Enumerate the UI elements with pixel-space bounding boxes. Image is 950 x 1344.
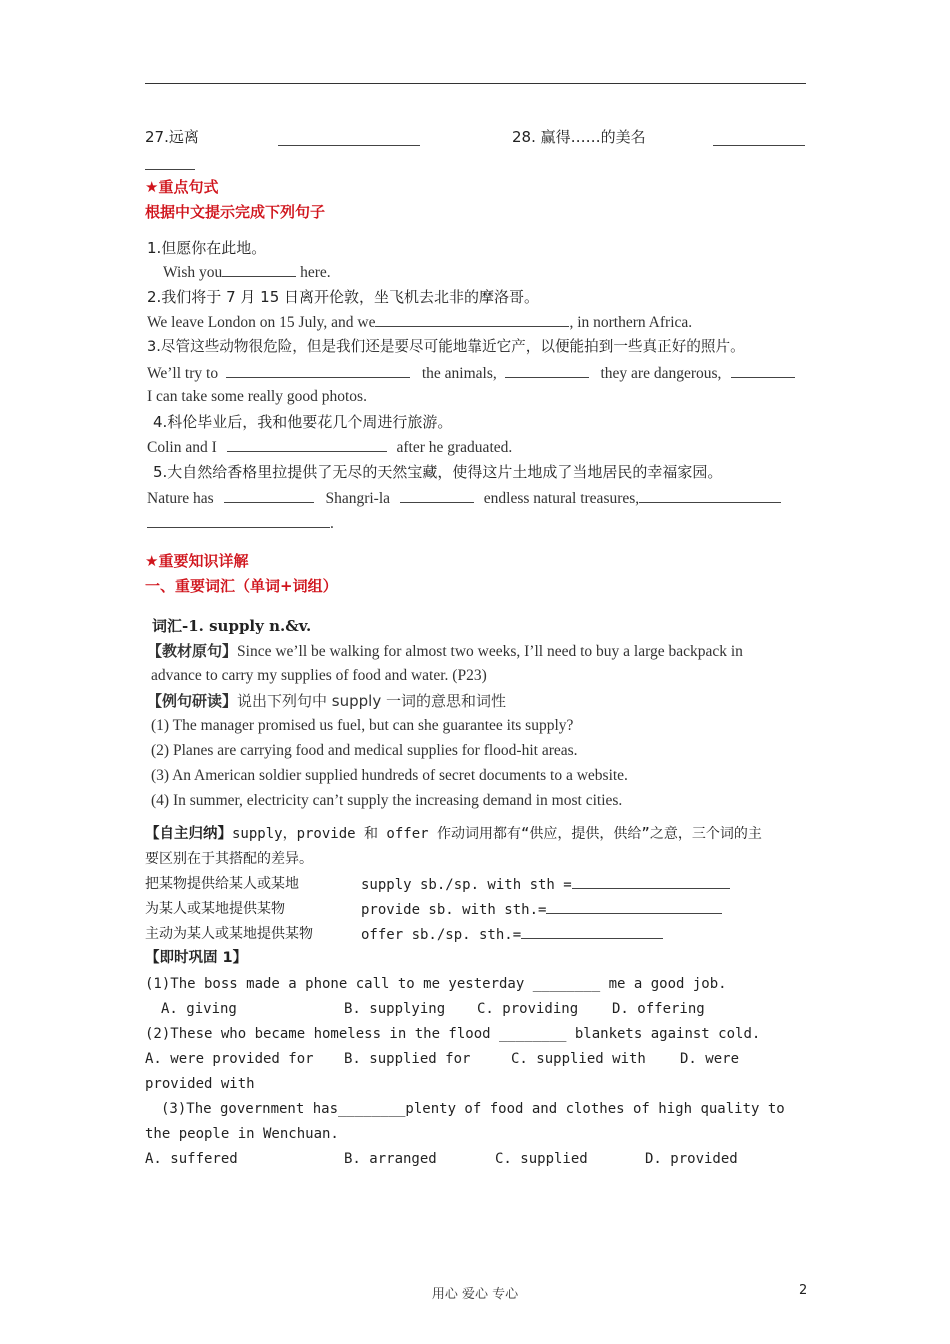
blank-28-cont[interactable] — [145, 155, 195, 170]
header-rule — [145, 83, 806, 84]
sentence-5-cn: 5.大自然给香格里拉提供了无尽的天然宝藏，使得这片土地成了当地居民的幸福家园。 — [153, 463, 723, 481]
section-instruction: 根据中文提示完成下列句子 — [145, 203, 326, 221]
blank-27[interactable] — [278, 131, 420, 146]
blank-s5-d[interactable] — [147, 513, 330, 528]
example-4: (4) In summer, electricity can’t supply the increasing demand in most cities. — [151, 792, 623, 809]
sentence-2-en: We leave London on 15 July, and we , in northern Africa. — [147, 314, 693, 331]
q2-option-a[interactable]: A. were provided for — [145, 1051, 314, 1067]
q3-option-a[interactable]: A. suffered — [145, 1151, 238, 1167]
section-heading-knowledge: ★重要知识详解 — [145, 552, 249, 570]
summary-row-3-cn: 主动为某人或某地提供某物 — [145, 926, 313, 942]
q2-option-d-cont[interactable]: provided with — [145, 1076, 255, 1092]
blank-s3-a[interactable] — [226, 363, 410, 378]
q3-option-c[interactable]: C. supplied — [495, 1151, 588, 1167]
sentence-1-en: Wish you here. — [163, 264, 331, 281]
q2-option-b[interactable]: B. supplied for — [344, 1051, 471, 1067]
sentence-3-en: We’ll try to the animals, they are dangerous, — [147, 363, 795, 384]
blank-summary-2[interactable] — [546, 899, 722, 914]
summary-row-1-cn: 把某物提供给某人或某地 — [145, 876, 299, 892]
textbook-sentence: 【教材原句】Since we’ll be walking for almost two weeks, I’ll need to buy a large backpack in — [147, 642, 743, 660]
summary-row-3-en: offer sb./sp. sth.= — [361, 924, 663, 945]
blank-s3-b[interactable] — [505, 363, 589, 378]
q2-option-c[interactable]: C. supplied with — [511, 1051, 646, 1067]
question-1: (1)The boss made a phone call to me yesterday ________ me a good job. — [145, 976, 727, 992]
page-number: 2 — [799, 1283, 808, 1298]
example-2: (2) Planes are carrying food and medical supplies for flood-hit areas. — [151, 742, 578, 759]
blank-s5-a[interactable] — [224, 488, 314, 503]
question-3-cont: the people in Wenchuan. — [145, 1126, 339, 1142]
blank-s5-b[interactable] — [400, 488, 474, 503]
question-3: (3)The government has________plenty of food and clothes of high quality to — [161, 1101, 785, 1117]
vocab-item-27: 27.远离 — [145, 128, 199, 146]
example-3: (3) An American soldier supplied hundreds of secret documents to a website. — [151, 767, 628, 784]
question-2: (2)These who became homeless in the flood ________ blankets against cold. — [145, 1026, 761, 1042]
summary-row-2-cn: 为某人或某地提供某物 — [145, 901, 285, 917]
blank-s3-c[interactable] — [731, 363, 795, 378]
word-title: 词汇-1. supply n.&v. — [152, 617, 312, 635]
q1-option-c[interactable]: C. providing — [477, 1001, 579, 1017]
sentence-2-cn: 2.我们将于 7 月 15 日离开伦敦，坐飞机去北非的摩洛哥。 — [147, 288, 540, 306]
blank-s5-c[interactable] — [639, 488, 781, 503]
summary-intro-cont: 要区别在于其搭配的差异。 — [145, 851, 313, 867]
sentence-1-cn: 1.但愿你在此地。 — [147, 239, 267, 257]
textbook-sentence-cont: advance to carry my supplies of food and water. (P23) — [151, 667, 487, 684]
q3-option-b[interactable]: B. arranged — [344, 1151, 437, 1167]
q2-option-d[interactable]: D. were — [680, 1051, 740, 1067]
sentence-4-cn: 4.科伦毕业后，我和他要花几个周进行旅游。 — [153, 413, 453, 431]
sentence-5-en: Nature has Shangri-la endless natural treasures, — [147, 488, 781, 509]
q3-option-d[interactable]: D. provided — [645, 1151, 738, 1167]
section-heading-sentences: ★重点句式 — [145, 178, 219, 196]
blank-s1[interactable] — [222, 262, 296, 277]
blank-summary-3[interactable] — [521, 924, 663, 939]
blank-s4[interactable] — [227, 437, 387, 452]
example-1: (1) The manager promised us fuel, but can she guarantee its supply? — [151, 717, 574, 734]
q1-option-b[interactable]: B. supplying — [344, 1001, 446, 1017]
sentence-5-en-cont: . — [147, 513, 334, 534]
sentence-3-en-cont: I can take some really good photos. — [147, 388, 367, 405]
q1-option-d[interactable]: D. offering — [612, 1001, 705, 1017]
blank-s2[interactable] — [375, 312, 569, 327]
vocab-item-28: 28. 赢得……的美名 — [512, 128, 646, 146]
summary-row-2-en: provide sb. with sth.= — [361, 899, 722, 920]
study-prompt: 【例句研读】说出下列句中 supply 一词的意思和词性 — [147, 692, 506, 710]
summary-intro: 【自主归纳】supply，provide 和 offer 作动词用都有“供应，提供，供给”之意，三个词的主 — [145, 826, 762, 842]
summary-row-1-en: supply sb./sp. with sth = — [361, 874, 730, 895]
practice-heading: 【即时巩固 1】 — [145, 950, 248, 966]
q1-option-a[interactable]: A. giving — [161, 1001, 237, 1017]
blank-28[interactable] — [713, 131, 805, 146]
section-subheading-vocab: 一、重要词汇（单词+词组） — [145, 577, 338, 595]
blank-summary-1[interactable] — [572, 874, 730, 889]
footer-motto: 用心 爱心 专心 — [431, 1287, 519, 1302]
sentence-3-cn: 3.尽管这些动物很危险，但是我们还是要尽可能地靠近它产，以便能拍到一些真正好的照片。 — [147, 338, 745, 355]
sentence-4-en: Colin and I after he graduated. — [147, 439, 513, 456]
